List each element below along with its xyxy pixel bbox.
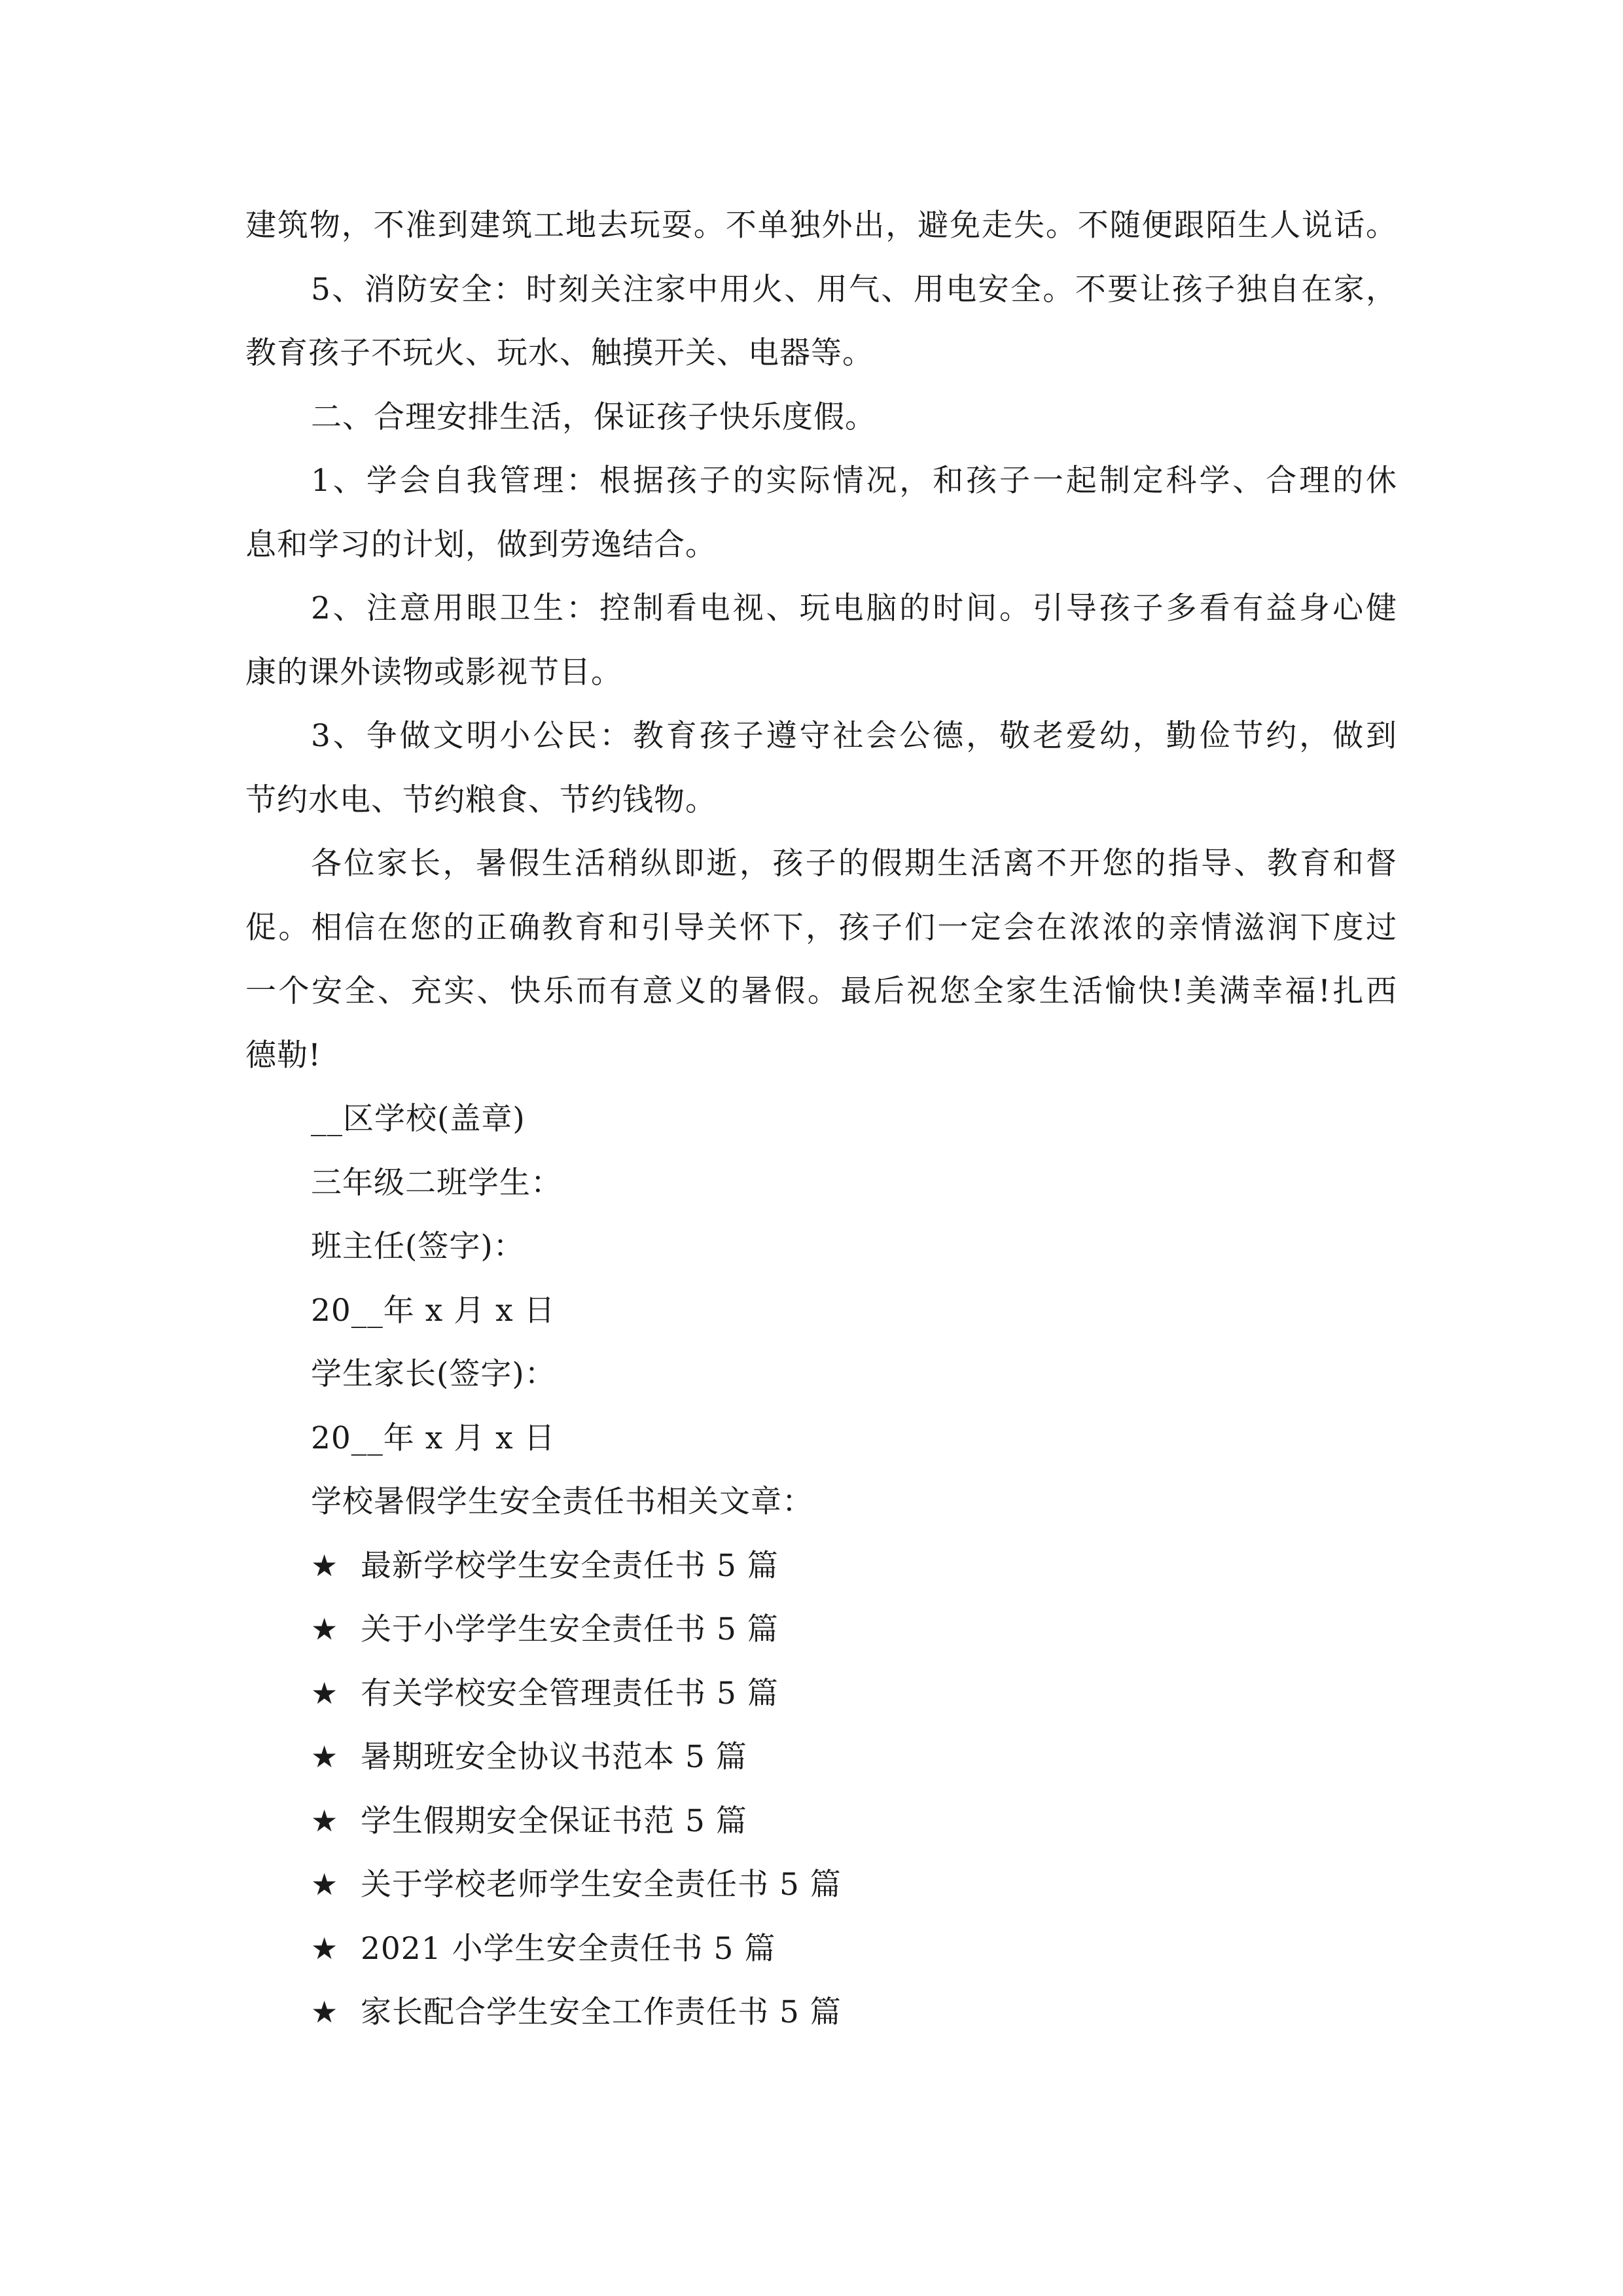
star-icon: ★ [311,1675,339,1711]
star-icon: ★ [311,1547,339,1583]
related-article-item[interactable] [245,1725,1397,1789]
text-line: 学生家长(签字)： [311,1356,556,1392]
text-line: 班主任(签字)： [311,1229,525,1265]
text-line: 三年级二班学生： [311,1164,562,1201]
text-line: 康的课外读物或影视节目。 [245,654,622,691]
body-text [245,194,1397,1534]
text-line: 建筑物，不准到建筑工地去玩耍。不单独外出，避免走失。不随便跟陌生人说话。 [245,207,1397,243]
related-article-item[interactable] [245,1981,1397,2045]
related-article-item[interactable] [245,1789,1397,1854]
star-icon: ★ [311,1867,339,1902]
star-icon: ★ [311,1930,339,1966]
related-article-item[interactable] [245,1662,1397,1726]
star-icon: ★ [311,1611,339,1647]
related-article-item[interactable] [245,1598,1397,1662]
star-icon: ★ [311,1994,339,2030]
related-article-label: 家长配合学生安全工作责任书 5 篇 [361,1994,842,2030]
related-article-label: 关于学校老师学生安全责任书 5 篇 [361,1867,842,1903]
related-article-label: 有关学校安全管理责任书 5 篇 [361,1675,779,1712]
text-line: 息和学习的计划，做到劳逸结合。 [245,526,717,563]
related-article-label: 关于小学学生安全责任书 5 篇 [361,1611,779,1647]
text-line: 1、学会自我管理：根据孩子的实际情况，和孩子一起制定科学、合理的休 [311,463,1397,499]
text-line: 教育孩子不玩火、玩水、触摸开关、电器等。 [245,335,874,371]
text-line: 一个安全、充实、快乐而有意义的暑假。最后祝您全家生活愉快!美满幸福!扎西 [245,973,1397,1009]
text-line: 学校暑假学生安全责任书相关文章： [311,1484,813,1520]
text-line: 20__年 x 月 x 日 [311,1292,556,1329]
star-icon: ★ [311,1803,339,1839]
text-line: 3、争做文明小公民：教育孩子遵守社会公德，敬老爱幼，勤俭节约，做到 [311,718,1397,754]
text-line: 5、消防安全：时刻关注家中用火、用气、用电安全。不要让孩子独自在家， [311,271,1397,308]
text-line: 20__年 x 月 x 日 [311,1420,556,1456]
related-articles-list [245,1534,1397,2045]
related-article-label: 学生假期安全保证书范 5 篇 [361,1803,747,1839]
star-icon: ★ [311,1739,339,1774]
related-article-label: 最新学校学生安全责任书 5 篇 [361,1547,779,1584]
text-line: 节约水电、节约粮食、节约钱物。 [245,781,717,818]
related-article-label: 2021 小学生安全责任书 5 篇 [361,1930,776,1967]
text-line: 德勒! [245,1037,321,1073]
text-line: __区学校(盖章) [311,1101,526,1137]
document-body [245,194,1397,2045]
related-article-item[interactable] [245,1534,1397,1598]
related-article-label: 暑期班安全协议书范本 5 篇 [361,1739,747,1775]
text-line: 各位家长，暑假生活稍纵即逝，孩子的假期生活离不开您的指导、教育和督 [311,846,1397,882]
related-article-item[interactable] [245,1917,1397,1981]
text-line: 2、注意用眼卫生：控制看电视、玩电脑的时间。引导孩子多看有益身心健 [311,590,1397,626]
related-article-item[interactable] [245,1853,1397,1917]
text-line: 二、合理安排生活，保证孩子快乐度假。 [311,399,876,435]
text-line: 促。相信在您的正确教育和引导关怀下，孩子们一定会在浓浓的亲情滋润下度过 [245,909,1397,946]
